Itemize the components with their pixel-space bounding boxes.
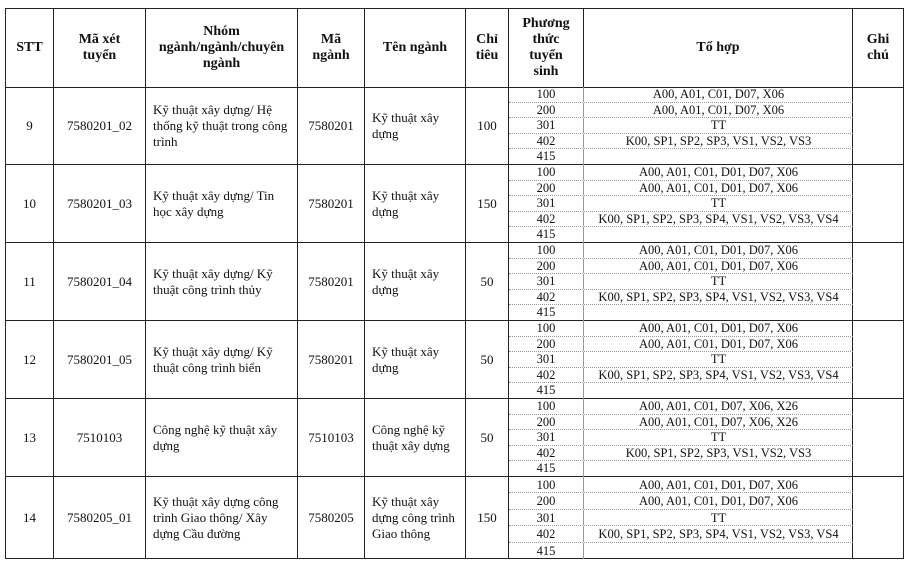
subject-combination: A00, A01, C01, D01, D07, X06 [638,258,799,273]
subject-combination: TT [710,196,727,211]
subject-combination: TT [710,510,727,525]
cell-ma-nganh: 7580201 [298,165,365,242]
method-code: 402 [509,212,584,227]
method-row [509,243,853,259]
method-code: 200 [509,337,584,352]
method-row [509,383,853,399]
table-row [6,87,903,165]
method-code: 301 [509,352,584,367]
cell-ten-nganh: Kỹ thuật xây dựng [365,243,466,320]
method-row [509,165,853,181]
cell-ma-xet-tuyen: 7580201_02 [54,87,146,164]
cell-ma-xet-tuyen: 7580201_05 [54,321,146,398]
subject-combination: TT [710,352,727,367]
subject-combination: A00, A01, C01, D07, X06, X26 [638,414,799,429]
method-list [509,321,853,398]
cell-ten-nganh: Kỹ thuật xây dựng [365,87,466,164]
cell-ma-nganh: 7510103 [298,399,365,476]
method-code: 200 [509,181,584,196]
cell-nhom-nganh: Công nghệ kỹ thuật xây dựng [146,399,298,476]
header-stt: STT [6,9,54,87]
method-row [509,305,853,321]
subject-combination: A00, A01, C01, D01, D07, X06 [638,180,799,195]
subject-combination: TT [710,430,727,445]
subject-combination: K00, SP1, SP2, SP3, VS1, VS2, VS3 [625,445,812,460]
method-row [509,430,853,446]
subject-combination [584,305,853,321]
method-code: 402 [509,526,584,541]
cell-ma-xet-tuyen: 7510103 [54,399,146,476]
header-nhom-nganh: Nhóm ngành/ngành/chuyên ngành [146,9,298,87]
method-row [509,134,853,150]
cell-ma-nganh: 7580201 [298,87,365,164]
method-row [509,337,853,353]
method-row [509,477,853,493]
method-code: 415 [509,461,584,477]
method-row [509,352,853,368]
header-ten-nganh: Tên ngành [365,9,466,87]
subject-combination [584,227,853,243]
cell-ten-nganh: Kỹ thuật xây dựng [365,321,466,398]
subject-combination: K00, SP1, SP2, SP3, SP4, VS1, VS2, VS3, VS4 [598,527,839,542]
cell-chi-tieu: 50 [466,399,509,476]
method-row [509,227,853,243]
method-code: 415 [509,149,584,165]
header-phuong-thuc: Phương thức tuyển sinh [509,9,584,87]
method-row [509,461,853,477]
header-ghi-chu: Ghi chú [866,32,890,63]
cell-ma-nganh: 7580201 [298,243,365,320]
subject-combination [584,149,853,165]
subject-combination: K00, SP1, SP2, SP3, VS1, VS2, VS3 [625,133,812,148]
method-list [509,477,853,559]
subject-combination: A00, A01, C01, D07, X06 [652,102,785,117]
method-row [509,399,853,415]
cell-chi-tieu: 50 [466,243,509,320]
method-code: 200 [509,103,584,118]
cell-ghi-chu [853,477,903,559]
table-header [6,9,903,88]
cell-ten-nganh: Kỹ thuật xây dựng [365,165,466,242]
cell-ma-xet-tuyen: 7580205_01 [54,477,146,559]
method-row [509,274,853,290]
cell-ma-xet-tuyen: 7580201_03 [54,165,146,242]
method-list [509,243,853,320]
method-row [509,543,853,559]
method-code: 100 [509,477,584,492]
header-chi-tieu: Chỉ tiêu [466,9,509,87]
method-code: 402 [509,134,584,149]
header-ma-xet-tuyen: Mã xét tuyển [54,9,146,87]
cell-chi-tieu: 150 [466,477,509,559]
cell-chi-tieu: 150 [466,165,509,242]
method-row [509,493,853,509]
cell-nhom-nganh: Kỹ thuật xây dựng/ Tin học xây dựng [146,165,298,242]
subject-combination: A00, A01, C01, D07, X06 [652,87,785,101]
method-code: 100 [509,87,584,102]
method-code: 415 [509,227,584,243]
cell-ten-nganh: Kỹ thuật xây dựng công trình Giao thông [365,477,466,559]
method-list [509,87,853,164]
cell-chi-tieu: 50 [466,321,509,398]
method-row [509,321,853,337]
cell-ten-nganh: Công nghệ kỹ thuật xây dựng [365,399,466,476]
header-ma-nganh: Mã ngành [298,9,365,87]
subject-combination: A00, A01, C01, D01, D07, X06 [638,321,799,335]
subject-combination [584,383,853,399]
method-code: 402 [509,368,584,383]
table-row [6,165,903,243]
method-row [509,181,853,197]
method-row [509,118,853,134]
subject-combination: A00, A01, C01, D01, D07, X06 [638,494,799,509]
subject-combination: TT [710,118,727,133]
subject-combination [584,461,853,477]
method-row [509,290,853,306]
cell-ma-nganh: 7580201 [298,321,365,398]
method-code: 415 [509,305,584,321]
cell-nhom-nganh: Kỹ thuật xây dựng/ Hệ thống kỹ thuật trong công trình [146,87,298,164]
cell-stt: 9 [6,87,54,164]
subject-combination: A00, A01, C01, D01, D07, X06 [638,243,799,257]
method-row [509,510,853,526]
cell-ma-nganh: 7580205 [298,477,365,559]
method-code: 100 [509,243,584,258]
method-list [509,165,853,242]
subject-combination: K00, SP1, SP2, SP3, SP4, VS1, VS2, VS3, VS4 [598,289,839,304]
method-code: 402 [509,446,584,461]
cell-nhom-nganh: Kỹ thuật xây dựng/ Kỹ thuật công trình biển [146,321,298,398]
method-code: 415 [509,543,584,559]
cell-nhom-nganh: Kỹ thuật xây dựng công trình Giao thông/ Xây dựng Cầu đường [146,477,298,559]
method-code: 100 [509,399,584,414]
method-row [509,368,853,384]
method-row [509,196,853,212]
method-row [509,446,853,462]
table-row [6,477,903,559]
subject-combination: A00, A01, C01, D01, D07, X06 [638,478,799,492]
method-code: 301 [509,118,584,133]
cell-ghi-chu [853,321,903,398]
subject-combination: A00, A01, C01, D07, X06, X26 [638,399,799,413]
method-row [509,212,853,228]
cell-stt: 10 [6,165,54,242]
subject-combination: A00, A01, C01, D01, D07, X06 [638,336,799,351]
method-list [509,399,853,476]
method-code: 200 [509,259,584,274]
cell-stt: 14 [6,477,54,559]
cell-ghi-chu [853,165,903,242]
method-code: 200 [509,493,584,508]
header-to-hop: Tổ hợp [584,9,853,87]
method-code: 402 [509,290,584,305]
subject-combination: K00, SP1, SP2, SP3, SP4, VS1, VS2, VS3, VS4 [598,211,839,226]
method-row [509,87,853,103]
subject-combination [584,543,853,559]
method-code: 301 [509,430,584,445]
subject-combination: A00, A01, C01, D01, D07, X06 [638,165,799,179]
cell-ma-xet-tuyen: 7580201_04 [54,243,146,320]
cell-ghi-chu [853,243,903,320]
method-code: 415 [509,383,584,399]
method-row [509,103,853,119]
cell-stt: 11 [6,243,54,320]
method-code: 100 [509,165,584,180]
table-row [6,399,903,477]
method-code: 301 [509,510,584,525]
method-code: 200 [509,415,584,430]
method-code: 301 [509,196,584,211]
cell-ghi-chu [853,87,903,164]
cell-stt: 12 [6,321,54,398]
method-row [509,526,853,542]
table-row [6,321,903,399]
cell-nhom-nganh: Kỹ thuật xây dựng/ Kỹ thuật công trình thủy [146,243,298,320]
admissions-table [5,8,904,559]
subject-combination: K00, SP1, SP2, SP3, SP4, VS1, VS2, VS3, VS4 [598,367,839,382]
cell-ghi-chu [853,399,903,476]
method-code: 301 [509,274,584,289]
subject-combination: TT [710,274,727,289]
method-code: 100 [509,321,584,336]
cell-chi-tieu: 100 [466,87,509,164]
method-row [509,149,853,165]
cell-stt: 13 [6,399,54,476]
table-row [6,243,903,321]
method-row [509,259,853,275]
method-row [509,415,853,431]
